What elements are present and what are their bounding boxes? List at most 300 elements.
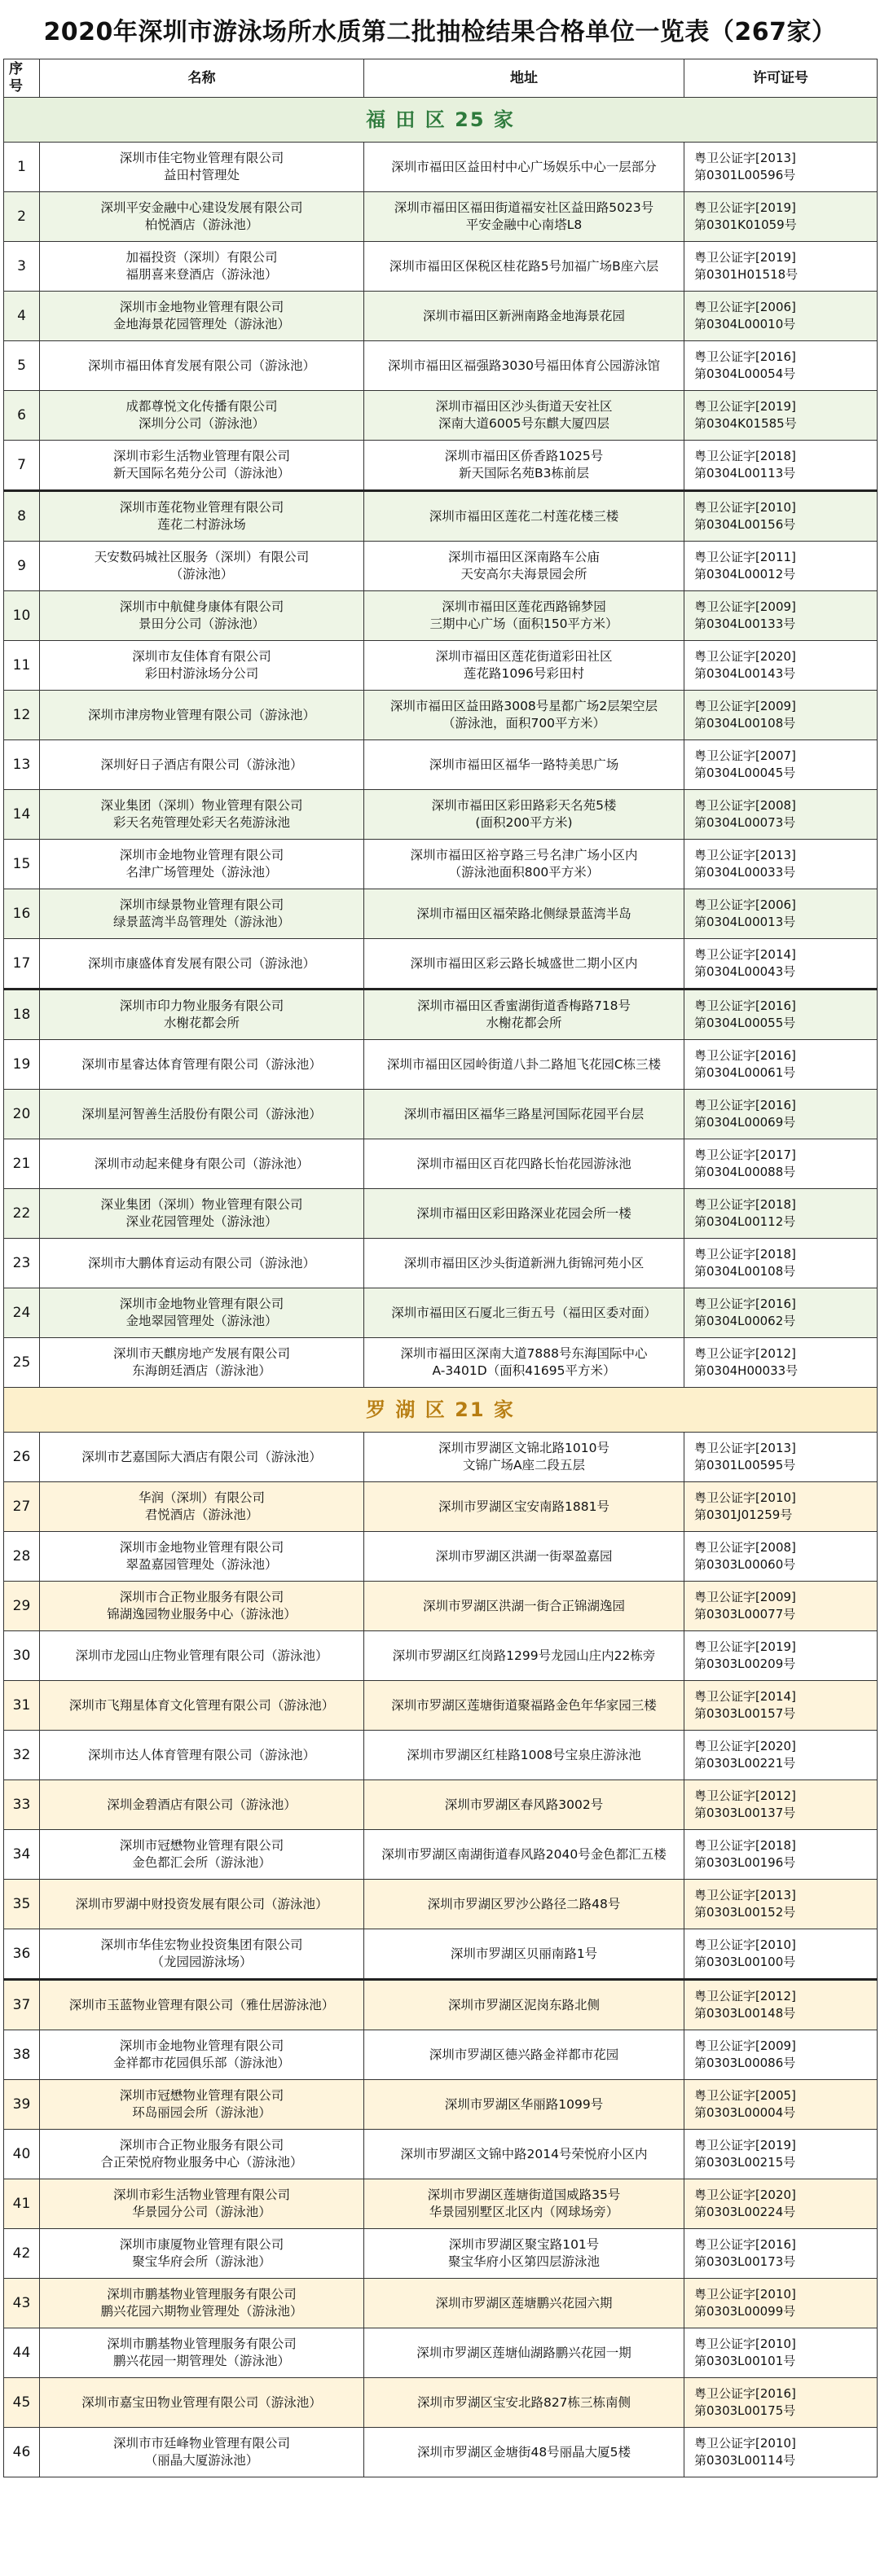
row-index [4,143,40,192]
row-address-line: 深圳市罗湖区莲塘鹏兴花园六期 [435,2295,613,2311]
row-address [364,1631,684,1681]
row-license-line: 粤卫公证字[2018] [694,449,796,463]
row-name-line: 深圳市合正物业服务有限公司 [119,2138,284,2153]
row-name [40,591,364,641]
row-index-line: 18 [12,1006,31,1023]
row-index [4,242,40,292]
row-name [40,1338,364,1388]
row-address [364,341,684,391]
row-index [4,192,40,242]
table-row [4,143,878,192]
row-license-line: 粤卫公证字[2016] [694,349,796,364]
row-name [40,1139,364,1189]
row-address [364,1681,684,1731]
row-address [364,542,684,591]
row-index-line: 36 [12,1945,31,1962]
row-index [4,790,40,840]
table-row [4,591,878,641]
row-address [364,939,684,990]
row-license-line: 第0301L00595号 [694,1458,796,1472]
table-row [4,790,878,840]
row-address-line: 深圳市福田区园岭街道八卦二路旭飞花园C栋三楼 [386,1056,662,1072]
table-row [4,840,878,889]
row-address [364,192,684,242]
row-address [364,391,684,441]
row-name-line: （游泳池） [169,567,234,581]
row-index [4,1482,40,1532]
row-address-line: 深圳市罗湖区泥岗东路北侧 [447,1997,600,2012]
row-name-line: 深圳市友佳体育有限公司 [132,649,271,664]
row-address-line: 深圳市福田区福荣路北侧绿景蓝湾半岛 [416,906,631,921]
row-license-line: 第0304L00013号 [694,915,796,929]
table-row [4,1338,878,1388]
row-address-line: 深圳市罗湖区贝丽南路1号 [450,1946,598,1961]
row-license-line: 粤卫公证字[2020] [694,2188,796,2202]
row-name-line: 深圳市罗湖中财投资发展有限公司（游泳池） [75,1896,328,1911]
row-index [4,2030,40,2080]
section-title: 福 田 区 25 家 [4,98,878,143]
row-address [364,1830,684,1880]
row-index [4,840,40,889]
row-address-line: 深圳市罗湖区聚宝路101号 [448,2237,600,2252]
row-license [684,691,878,740]
row-name [40,2179,364,2229]
row-name-line: 深圳市鹏基物业管理服务有限公司 [107,2337,297,2351]
row-name [40,2328,364,2378]
row-license-line: 第0303L00221号 [694,1756,796,1771]
row-address [364,2030,684,2080]
row-address-line: 深圳市罗湖区金塘街48号丽晶大厦5楼 [416,2444,631,2460]
row-address [364,2229,684,2279]
row-address [364,1338,684,1388]
row-license-line: 粤卫公证字[2016] [694,1048,796,1063]
row-index-line: 2 [17,208,26,225]
row-name-line: 名津广场管理处（游泳池） [125,865,278,880]
row-index-line: 45 [12,2394,31,2411]
row-name [40,1040,364,1090]
row-address-line: 深圳市福田区沙头街道天安社区 [435,399,613,414]
row-address [364,143,684,192]
row-address [364,1929,684,1980]
row-license-line: 第0303L00060号 [694,1557,796,1572]
row-index [4,990,40,1040]
row-name-line: 景田分公司（游泳池） [138,617,265,631]
row-license-line: 粤卫公证字[2010] [694,2436,796,2451]
row-index-line: 41 [12,2195,31,2212]
row-license [684,2030,878,2080]
row-name-line: 深圳市鹏基物业管理服务有限公司 [107,2287,297,2302]
row-license [684,391,878,441]
row-name-line: 深圳市金地物业管理有限公司 [119,848,284,862]
row-name-line: 东海朗廷酒店（游泳池） [132,1363,271,1378]
row-name [40,889,364,939]
row-address [364,2080,684,2130]
row-license-line: 第0304L00156号 [694,517,796,532]
row-name-line: 锦湖逸园物业服务中心（游泳池） [107,1607,297,1622]
row-address-line: 深圳市福田区莲花二村莲花楼三楼 [429,508,619,524]
row-address-line: 深圳市罗湖区文锦北路1010号 [438,1441,609,1455]
row-name [40,939,364,990]
row-index-line: 9 [17,557,26,574]
row-address-line: 深圳市福田区福田街道福安社区益田路5023号 [394,200,654,215]
row-name-line: 深圳市金地物业管理有限公司 [119,300,284,314]
row-index-line: 42 [12,2245,31,2262]
row-license [684,2229,878,2279]
row-index-line: 5 [17,357,26,374]
row-license-line: 第0304L00061号 [694,1065,796,1080]
row-index [4,441,40,491]
table-row [4,1090,878,1139]
row-license-line: 粤卫公证字[2016] [694,1098,796,1112]
row-address-line: 深圳市罗湖区莲塘仙湖路鹏兴花园一期 [416,2345,631,2360]
row-address [364,1433,684,1482]
row-name-line: 加福投资（深圳）有限公司 [125,250,278,265]
row-address [364,1582,684,1631]
row-license [684,242,878,292]
row-index [4,1189,40,1239]
row-address [364,740,684,790]
row-address-line: （游泳池面积800平方米） [448,865,600,880]
row-index-line: 23 [12,1254,31,1271]
row-index-line: 6 [17,406,26,423]
row-address-line: 深圳市罗湖区红桂路1008号宝泉庄游泳池 [407,1747,641,1762]
row-license-line: 第0304L00054号 [694,366,796,381]
table-row [4,939,878,990]
row-license-line: 第0301J01259号 [694,1507,793,1522]
row-name-line: 彩田村游泳场分公司 [144,666,259,681]
table-row [4,641,878,691]
row-address-line: 天安高尔夫海景园会所 [460,567,587,581]
row-name [40,542,364,591]
row-license-line: 第0303L00137号 [694,1806,796,1820]
row-address-line: 深圳市罗湖区洪湖一街合正锦湖逸园 [422,1598,625,1613]
table-row [4,990,878,1040]
row-address-line: 深圳市罗湖区莲塘街道聚福路金色年华家园三楼 [391,1697,657,1713]
table-row [4,691,878,740]
row-license-line: 粤卫公证字[2007] [694,748,796,763]
row-index-line: 22 [12,1205,31,1222]
row-name-line: 绿景蓝湾半岛管理处（游泳池） [112,915,290,929]
row-license-line: 第0303L00152号 [694,1905,796,1920]
row-address-line: 平安金融中心南塔L8 [465,217,583,232]
table-row [4,1482,878,1532]
row-name [40,1980,364,2030]
header-name: 名称 [40,59,364,98]
table-row [4,1582,878,1631]
row-address [364,2378,684,2428]
header-license: 许可证号 [684,59,878,98]
row-index [4,1929,40,1980]
row-name-line: 深圳市华佳宏物业投资集团有限公司 [100,1937,303,1952]
row-license [684,1338,878,1388]
row-name [40,1780,364,1830]
row-name-line: 深圳市金地物业管理有限公司 [119,1540,284,1555]
row-index [4,1532,40,1582]
row-name-line: 深业集团（深圳）物业管理有限公司 [100,798,303,813]
row-address-line: 深圳市罗湖区洪湖一街翠盈嘉园 [435,1548,613,1564]
row-license [684,2428,878,2477]
row-license [684,2130,878,2179]
row-index-line: 28 [12,1547,31,1564]
row-address-line: 深圳市福田区香蜜湖街道香梅路718号 [416,998,631,1013]
row-license-line: 粤卫公证字[2019] [694,1639,796,1654]
table-row [4,1532,878,1582]
row-license [684,192,878,242]
row-name [40,990,364,1040]
row-license-line: 粤卫公证字[2020] [694,649,796,664]
row-address-line: 深圳市福田区彩田路彩天名苑5楼 [431,798,617,813]
row-index-line: 19 [12,1055,31,1073]
row-name [40,691,364,740]
row-address-line: 深圳市福田区百花四路长怡花园游泳池 [416,1156,631,1171]
row-index [4,1780,40,1830]
row-name-line: 深圳市印力物业服务有限公司 [119,998,284,1013]
row-name [40,341,364,391]
row-index [4,889,40,939]
row-index-line: 35 [12,1895,31,1912]
row-license [684,1090,878,1139]
row-license-line: 粤卫公证字[2013] [694,848,796,862]
row-license-line: 第0303L00004号 [694,2105,796,2120]
row-address-line: 深圳市福田区益田村中心广场娱乐中心一层部分 [391,159,657,174]
row-license [684,441,878,491]
row-name-line: 深圳市冠懋物业管理有限公司 [119,2088,284,2103]
row-name-line: 深圳市星睿达体育管理有限公司（游泳池） [81,1056,322,1072]
row-license-line: 粤卫公证字[2016] [694,2237,796,2252]
row-license-line: 粤卫公证字[2012] [694,1788,796,1803]
row-index [4,1288,40,1338]
row-license-line: 粤卫公证字[2014] [694,947,796,962]
row-license-line: 第0303L00100号 [694,1955,796,1969]
row-license [684,1433,878,1482]
row-license [684,2279,878,2328]
row-name-line: 翠盈嘉园管理处（游泳池） [125,1557,278,1572]
row-license-line: 第0304L00108号 [694,716,796,731]
table-row [4,1880,878,1929]
table-row [4,2080,878,2130]
row-name [40,242,364,292]
row-index-line: 16 [12,905,31,922]
row-license-line: 粤卫公证字[2009] [694,1590,796,1604]
table-row [4,491,878,542]
row-license [684,1830,878,1880]
row-name-line: 彩天名苑管理处彩天名苑游泳池 [112,815,290,830]
row-license [684,292,878,341]
row-address [364,1780,684,1830]
row-name [40,740,364,790]
row-license [684,2179,878,2229]
row-address [364,2130,684,2179]
row-license [684,591,878,641]
row-address-line: 深圳市罗湖区宝安南路1881号 [438,1499,609,1514]
row-license-line: 粤卫公证字[2013] [694,1441,796,1455]
row-license [684,1929,878,1980]
row-license [684,1582,878,1631]
row-name-line: 深圳市嘉宝田物业管理有限公司（游泳池） [81,2394,322,2410]
row-name-line: 深业花园管理处（游泳池） [125,1214,278,1229]
row-name-line: 新天国际名苑分公司（游泳池） [112,466,290,481]
row-name [40,192,364,242]
row-name [40,391,364,441]
row-name-line: 金色都汇会所（游泳池） [132,1855,271,1870]
row-name-line: 深圳市康厦物业管理有限公司 [119,2237,284,2252]
row-name-line: 深圳市彩生活物业管理有限公司 [112,2188,290,2202]
row-name-line: 金地翠园管理处（游泳池） [125,1314,278,1328]
row-name-line: 深圳市中航健身康体有限公司 [119,599,284,614]
row-license-line: 第0304L00073号 [694,815,796,830]
row-license [684,1631,878,1681]
row-address [364,441,684,491]
row-index [4,1980,40,2030]
row-index [4,391,40,441]
row-license [684,990,878,1040]
row-index [4,1338,40,1388]
row-license [684,1780,878,1830]
row-index [4,1239,40,1288]
row-name [40,1731,364,1780]
row-index-line: 7 [17,456,26,473]
row-license-line: 第0304L00108号 [694,1264,796,1279]
row-license-line: 第0304L00112号 [694,1214,796,1229]
row-name-line: 深圳星河智善生活股份有限公司（游泳池） [81,1106,322,1121]
row-name-line: 金祥都市花园俱乐部（游泳池） [112,2056,290,2070]
row-name [40,1880,364,1929]
row-name-line: 深圳市金地物业管理有限公司 [119,2038,284,2053]
row-index [4,1040,40,1090]
row-license [684,143,878,192]
row-name-line: 福朋喜来登酒店（游泳池） [125,267,278,282]
row-index-line: 12 [12,706,31,723]
row-license-line: 粤卫公证字[2010] [694,500,796,515]
row-name [40,2378,364,2428]
row-index [4,740,40,790]
row-name-line: 深圳市动起来健身有限公司（游泳池） [94,1156,310,1171]
row-name-line: 深圳市艺嘉国际大酒店有限公司（游泳池） [81,1449,322,1464]
row-address [364,691,684,740]
row-license [684,840,878,889]
row-license-line: 第0304L00088号 [694,1165,796,1179]
row-license-line: 粤卫公证字[2013] [694,151,796,165]
row-license-line: 第0303L00114号 [694,2453,796,2468]
row-name [40,1532,364,1582]
row-address-line: 深圳市罗湖区华丽路1099号 [444,2096,604,2112]
row-name-line: 天安数码城社区服务（深圳）有限公司 [94,550,310,564]
row-address-line: 深圳市罗湖区红岗路1299号龙园山庄内22栋旁 [392,1648,656,1663]
row-name-line: 金地海景花园管理处（游泳池） [112,317,290,331]
row-name [40,441,364,491]
table-row [4,1830,878,1880]
row-index-line: 14 [12,805,31,823]
row-index [4,491,40,542]
row-address-line: 深圳市福田区石厦北三街五号（福田区委对面） [391,1305,657,1320]
row-license-line: 粤卫公证字[2019] [694,399,796,414]
table-row [4,1139,878,1189]
row-license-line: 粤卫公证字[2006] [694,897,796,912]
row-address-line: 深圳市罗湖区莲塘街道国威路35号 [427,2188,621,2202]
row-license-line: 粤卫公证字[2019] [694,2138,796,2153]
row-address-line: 深圳市福田区裕亨路三号名津广场小区内 [410,848,638,862]
row-address-line: 深圳市福田区莲花街道彩田社区 [435,649,613,664]
row-name [40,1929,364,1980]
row-license-line: 第0304L00043号 [694,964,796,979]
row-address-line: 三期中心广场（面积150平方米） [429,617,618,631]
row-address [364,1288,684,1338]
row-address [364,1532,684,1582]
row-address [364,1482,684,1532]
row-name-line: 深圳市莲花物业管理有限公司 [119,500,284,515]
row-index [4,1582,40,1631]
row-index [4,1433,40,1482]
row-name [40,491,364,542]
row-license [684,542,878,591]
row-name-line: 深圳市康盛体育发展有限公司（游泳池） [87,955,315,971]
row-index-line: 1 [17,158,26,175]
row-name-line: 深圳市市廷峰物业管理有限公司 [112,2436,290,2451]
row-address [364,1239,684,1288]
row-license-line: 粤卫公证字[2016] [694,998,796,1013]
row-address [364,1040,684,1090]
row-address-line: 深圳市福田区侨香路1025号 [444,449,604,463]
row-address-line: 聚宝华府小区第四层游泳池 [447,2254,600,2269]
row-address [364,491,684,542]
row-license-line: 第0301K01059号 [694,217,797,232]
row-license-line: 粤卫公证字[2010] [694,2337,796,2351]
table-row [4,2030,878,2080]
table-header-row [4,59,878,98]
row-index-line: 26 [12,1448,31,1465]
row-license-line: 第0303L00224号 [694,2205,796,2219]
row-license-line: 第0303L00086号 [694,2056,796,2070]
row-name-line: 深圳市大鹏体育运动有限公司（游泳池） [87,1255,315,1270]
row-address-line: 深圳市福田区益田路3008号星都广场2层架空层 [389,699,658,713]
row-address-line: 深圳市罗湖区南湖街道春风路2040号金色都汇五楼 [381,1846,667,1862]
table-row [4,441,878,491]
row-license-line: 第0304H00033号 [694,1363,799,1378]
row-index [4,1731,40,1780]
table-row [4,542,878,591]
row-address [364,790,684,840]
row-name-line: 深圳市天麒房地产发展有限公司 [112,1346,290,1361]
row-name [40,1090,364,1139]
row-license-line: 第0303L00196号 [694,1855,796,1870]
row-name [40,1433,364,1482]
table-row [4,1239,878,1288]
row-license [684,2080,878,2130]
row-name [40,1288,364,1338]
row-address [364,1880,684,1929]
row-index-line: 17 [12,954,31,972]
row-license-line: 粤卫公证字[2019] [694,200,796,215]
row-name [40,292,364,341]
row-index [4,2428,40,2477]
row-license-line: 粤卫公证字[2010] [694,1937,796,1952]
row-address [364,242,684,292]
row-license-line: 粤卫公证字[2011] [694,550,796,564]
header-index: 序号 [4,59,40,98]
row-address-line: 深圳市福田区彩云路长城盛世二期小区内 [410,955,638,971]
row-name [40,641,364,691]
row-address-line: 深圳市福田区沙头街道新洲九街锦河苑小区 [403,1255,645,1270]
row-index [4,542,40,591]
row-name-line: 深圳市彩生活物业管理有限公司 [112,449,290,463]
row-license [684,641,878,691]
row-name [40,2130,364,2179]
table-row [4,292,878,341]
table-row [4,341,878,391]
row-name-line: 深圳市绿景物业管理有限公司 [119,897,284,912]
row-name [40,2428,364,2477]
results-table [3,59,878,2477]
